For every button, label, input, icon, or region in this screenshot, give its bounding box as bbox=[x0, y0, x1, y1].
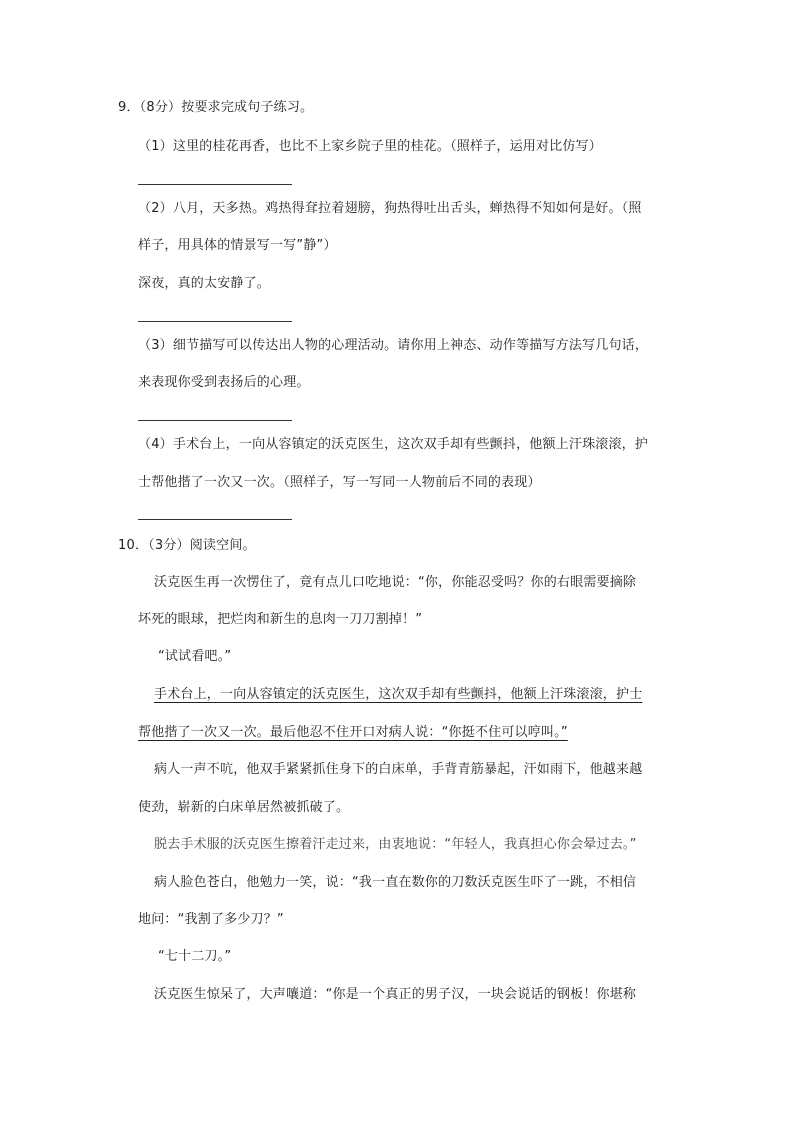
passage-p4-line-2: 使劲，崭新的白床单居然被抓破了。 bbox=[138, 800, 350, 815]
answer-blank-1[interactable] bbox=[138, 184, 292, 185]
passage-p5: 脱去手术服的沃克医生擦着汗走过来，由衷地说：“年轻人，我真担心你会晕过去。” bbox=[154, 837, 637, 852]
answer-blank-4[interactable] bbox=[138, 519, 292, 520]
question-9-sub-2-line-1: （2）八月，天多热。鸡热得耷拉着翅膀，狗热得吐出舌头，蝉热得不知如何是好。（照 bbox=[138, 201, 642, 216]
passage-p7: “七十二刀。” bbox=[158, 949, 232, 964]
passage-p3-line-2-underlined: 帮他揩了一次又一次。最后他忍不住开口对病人说：“你挺不住可以哼叫。” bbox=[138, 725, 568, 740]
passage-p4-line-1: 病人一声不吭，他双手紧紧抓住身下的白床单，手背青筋暴起，汗如雨下，他越来越 bbox=[154, 762, 643, 777]
answer-blank-2[interactable] bbox=[138, 321, 292, 322]
passage-p1-line-1: 沃克医生再一次愣住了，竟有点儿口吃地说：“你，你能忍受吗？你的右眼需要摘除 bbox=[154, 575, 637, 590]
passage-p3-line-1-underlined: 手术台上，一向从容镇定的沃克医生，这次双手却有些颤抖，他额上汗珠滚滚，护士 bbox=[154, 687, 643, 702]
question-9-sub-3-line-2: 来表现你受到表扬后的心理。 bbox=[138, 375, 310, 390]
question-9-sub-3-line-1: （3）细节描写可以传达出人物的心理活动。请你用上神态、动作等描写方法写几句话， bbox=[138, 338, 649, 353]
question-9-sub-4-line-2: 士帮他揩了一次又一次。（照样子，写一写同一人物前后不同的表现） bbox=[138, 475, 541, 490]
question-9-sub-2-line-2: 样子，用具体的情景写一写”静”） bbox=[138, 238, 337, 253]
question-9-sub-4-line-1: （4）手术台上，一向从容镇定的沃克医生，这次双手却有些颤抖，他额上汗珠滚滚，护 bbox=[138, 437, 649, 452]
passage-p1-line-2: 坏死的眼球，把烂肉和新生的息肉一刀刀割掉！” bbox=[138, 612, 423, 627]
passage-p6-line-2: 地问：“我割了多少刀？” bbox=[138, 912, 284, 927]
passage-p2: “试试看吧。” bbox=[158, 649, 232, 664]
question-10-header: 10．（3分）阅读空间。 bbox=[118, 538, 256, 553]
question-9-sub-2-prompt: 深夜，真的太安静了。 bbox=[138, 276, 271, 291]
question-9-sub-1: （1）这里的桂花再香，也比不上家乡院子里的桂花。（照样子，运用对比仿写） bbox=[138, 139, 602, 154]
passage-p6-line-1: 病人脸色苍白，他勉力一笑，说：“我一直在数你的刀数沃克医生吓了一跳，不相信 bbox=[154, 875, 637, 890]
question-9-header: 9．（8分）按要求完成句子练习。 bbox=[118, 100, 314, 115]
answer-blank-3[interactable] bbox=[138, 420, 292, 421]
passage-p8: 沃克医生惊呆了，大声嚷道：“你是一个真正的男子汉，一块会说话的钢板！你堪称 bbox=[154, 987, 637, 1002]
